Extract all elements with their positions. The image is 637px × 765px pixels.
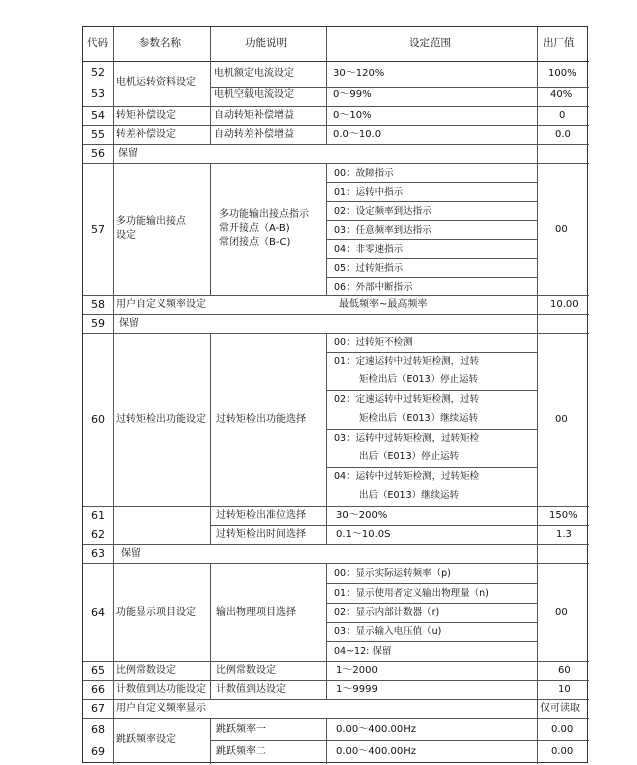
rule	[83, 680, 589, 681]
option-item: 01：显示使用者定义输出物理量（n)	[334, 588, 489, 599]
rule	[326, 641, 537, 642]
rule	[326, 277, 537, 278]
code-63: 63	[91, 547, 105, 560]
option-item: 03：显示输入电压值（u)	[334, 626, 442, 637]
option-item: 06：外部中断指示	[334, 282, 413, 293]
default-value: 1.3	[556, 529, 572, 540]
function-desc: 跳跃频率一	[216, 724, 266, 735]
rule	[83, 718, 589, 719]
rule	[113, 27, 114, 764]
default-value: 0.00	[551, 724, 574, 735]
code-54: 54	[91, 109, 105, 122]
default-value: 0.0	[555, 129, 571, 140]
code-66: 66	[91, 683, 105, 696]
param-name: 用户自定义频率设定	[116, 299, 206, 310]
param-name: 电机运转资料设定	[116, 77, 196, 88]
param-name: 比例常数设定	[116, 665, 176, 676]
setting-range: 最低频率~最高频率	[339, 299, 428, 310]
option-item: 02：显示内部计数器（r)	[334, 607, 440, 618]
setting-range: 0.00～400.00Hz	[336, 724, 417, 735]
param-name: 功能显示项目设定	[116, 607, 196, 618]
rule	[326, 201, 537, 202]
option-item: 00：故障指示	[334, 168, 394, 179]
rule	[326, 563, 327, 699]
rule	[326, 182, 537, 183]
default-value: 00	[555, 414, 568, 425]
function-desc: 计数值到达设定	[216, 684, 286, 695]
rule	[326, 622, 537, 623]
rule	[83, 661, 589, 662]
rule	[83, 544, 589, 545]
function-desc-line2: 常开接点（A-B)	[219, 223, 290, 234]
code-69: 69	[91, 745, 105, 758]
default-value: 150%	[549, 510, 578, 521]
default-value: 00	[555, 224, 568, 235]
option-item: 01：定速运转中过转矩检测，过转	[334, 356, 480, 367]
code-57: 57	[91, 223, 105, 236]
code-67: 67	[91, 702, 105, 715]
option-item: 矩检出后（E013）继续运转	[359, 413, 479, 424]
rule	[326, 583, 537, 584]
rule	[210, 27, 211, 144]
rule	[326, 27, 327, 144]
rule	[326, 163, 327, 295]
param-name: 转差补偿设定	[116, 129, 176, 140]
rule	[210, 563, 211, 699]
rule	[210, 525, 589, 526]
rule	[326, 352, 537, 353]
header-function: 功能说明	[245, 37, 287, 49]
rule	[210, 718, 211, 764]
setting-range: 0.00～400.00Hz	[336, 746, 417, 757]
function-desc: 比例常数设定	[216, 665, 276, 676]
header-default: 出厂值	[543, 37, 575, 49]
param-name-line2: 设定	[116, 230, 136, 241]
function-desc: 过转矩检出时间选择	[216, 529, 306, 540]
rule	[83, 163, 589, 164]
rule	[326, 220, 537, 221]
option-item: 04：运转中过转矩检测，过转矩检	[334, 471, 480, 482]
rule	[83, 699, 589, 700]
rule	[326, 429, 537, 430]
function-desc: 自动转差补偿增益	[214, 129, 294, 140]
param-name: 用户自定义频率显示	[116, 703, 206, 714]
rule	[83, 61, 589, 62]
option-item: 出后（E013）停止运转	[359, 451, 460, 462]
rule	[83, 106, 589, 107]
function-desc-line1: 多功能输出接点指示	[219, 209, 309, 220]
code-56: 56	[91, 147, 105, 160]
setting-range: 0～99%	[333, 89, 372, 100]
code-59: 59	[91, 317, 105, 330]
option-item: 02：设定频率到达指示	[334, 206, 432, 217]
setting-range: 0.0～10.0	[333, 129, 382, 140]
rule	[326, 258, 537, 259]
code-60: 60	[91, 413, 105, 426]
param-name: 保留	[119, 318, 139, 329]
setting-range: 0～10%	[333, 110, 372, 121]
default-value: 仅可读取	[540, 703, 580, 714]
code-53: 53	[91, 87, 105, 100]
rule	[83, 314, 589, 315]
param-name: 保留	[121, 548, 141, 559]
default-value: 60	[558, 665, 571, 676]
option-item: 02：定速运转中过转矩检测，过转	[334, 394, 480, 405]
parameter-table	[82, 26, 588, 763]
rule	[210, 740, 589, 741]
rule	[83, 295, 589, 296]
option-item: 出后（E013）继续运转	[359, 490, 460, 501]
code-61: 61	[91, 509, 105, 522]
function-desc: 输出物理项目选择	[216, 607, 296, 618]
function-desc: 过转矩检出功能选择	[216, 414, 306, 425]
function-desc: 跳跃频率二	[216, 746, 266, 757]
option-item: 04~12: 保留	[334, 646, 392, 657]
param-name: 保留	[118, 148, 138, 159]
param-name: 转矩补偿设定	[116, 110, 176, 121]
setting-range: 30～120%	[333, 68, 385, 79]
rule	[326, 239, 537, 240]
option-item: 03：任意频率到达指示	[334, 225, 432, 236]
setting-range: 0.1～10.0S	[336, 529, 391, 540]
function-desc: 过转矩检出准位选择	[216, 510, 306, 521]
setting-range: 30～200%	[336, 510, 388, 521]
code-58: 58	[91, 298, 105, 311]
function-desc: 电机空载电流设定	[214, 89, 294, 100]
function-desc: 电机额定电流设定	[214, 68, 294, 79]
default-value: 0.00	[551, 746, 574, 757]
rule	[83, 125, 589, 126]
option-item: 00：过转矩不检测	[334, 337, 413, 348]
rule	[210, 163, 211, 295]
default-value: 00	[555, 607, 568, 618]
code-62: 62	[91, 528, 105, 541]
rule	[326, 603, 537, 604]
option-item: 01：运转中指示	[334, 187, 404, 198]
setting-range: 1～2000	[336, 665, 378, 676]
param-name-line1: 多功能输出接点	[116, 216, 186, 227]
option-item: 矩检出后（E013）停止运转	[359, 374, 479, 385]
option-item: 00：显示实际运转频率（p)	[334, 568, 451, 579]
code-64: 64	[91, 606, 105, 619]
header-range: 设定范围	[409, 37, 451, 49]
default-value: 0	[559, 110, 566, 121]
rule	[83, 506, 589, 507]
setting-range: 1～9999	[336, 684, 378, 695]
code-52: 52	[91, 66, 105, 79]
function-desc: 自动转矩补偿增益	[214, 110, 294, 121]
function-desc-line3: 常闭接点（B-C)	[219, 237, 291, 248]
default-value: 10.00	[550, 299, 579, 310]
option-item: 05：过转矩指示	[334, 263, 404, 274]
rule	[326, 467, 537, 468]
rule	[83, 563, 589, 564]
code-68: 68	[91, 723, 105, 736]
param-name: 跳跃频率设定	[116, 734, 176, 745]
rule	[326, 390, 537, 391]
code-65: 65	[91, 664, 105, 677]
param-name: 过转矩检出功能设定	[116, 414, 206, 425]
rule	[326, 333, 327, 544]
option-item: 04：非零速指示	[334, 244, 404, 255]
default-value: 40%	[550, 89, 573, 100]
default-value: 100%	[548, 68, 577, 79]
param-name: 计数值到达功能设定	[116, 684, 206, 695]
rule	[210, 333, 211, 544]
rule	[83, 144, 589, 145]
rule	[537, 27, 538, 764]
header-code: 代码	[87, 37, 108, 49]
rule	[83, 333, 589, 334]
default-value: 10	[558, 684, 571, 695]
option-item: 03：运转中过转矩检测，过转矩检	[334, 433, 480, 444]
rule	[326, 718, 327, 764]
header-name: 参数名称	[139, 37, 181, 49]
code-55: 55	[91, 128, 105, 141]
